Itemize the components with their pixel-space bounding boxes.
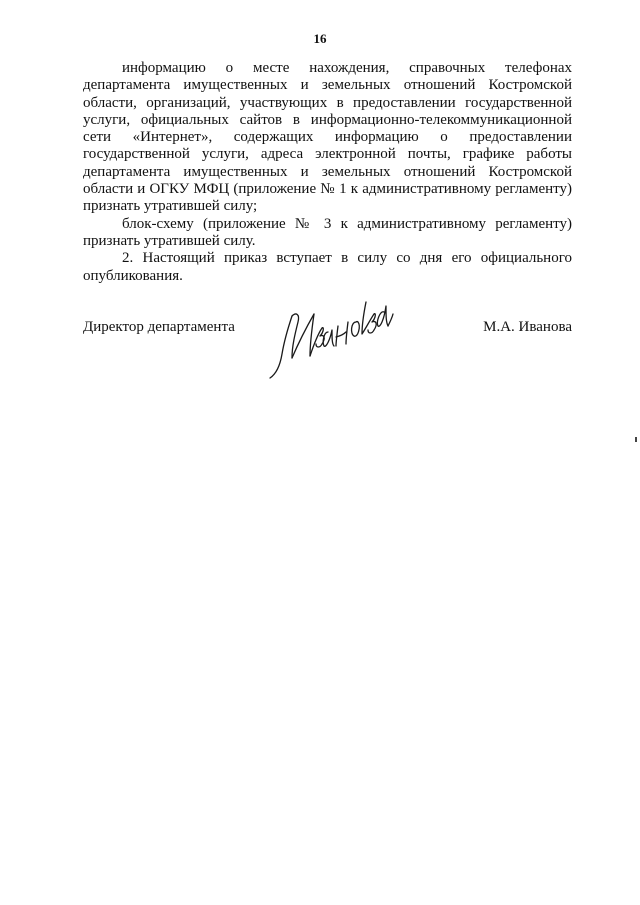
paragraph-block-scheme: блок-схему (приложение № 3 к административному регламенту) признать утратившей силу.: [83, 215, 572, 249]
handwritten-signature: [262, 292, 400, 382]
scan-edge-mark: [635, 437, 637, 442]
document-body: [83, 60, 572, 285]
signatory-title: Директор департамента: [83, 319, 235, 335]
paragraph-info-location: информацию о месте нахождения, справочных телефонах департамента имущественных и земельных отношений Костромской области, организаций, участвующих в предоставлении государственной услуги, официальных сайтов в информационно-телекоммуникационной сети «Интернет», содержащих информацию о предоставлении государственной услуги, адреса электронной почты, графике работы департамента имущественных и земельных отношений Костромской области и ОГКУ МФЦ (приложение № 1 к административному регламенту) признать утратившей силу;: [83, 60, 572, 215]
page-number: 16: [313, 31, 327, 46]
paragraph-effective-date: 2. Настоящий приказ вступает в силу со дня его официального опубликования.: [83, 250, 572, 284]
signatory-name: М.А. Иванова: [483, 319, 572, 335]
